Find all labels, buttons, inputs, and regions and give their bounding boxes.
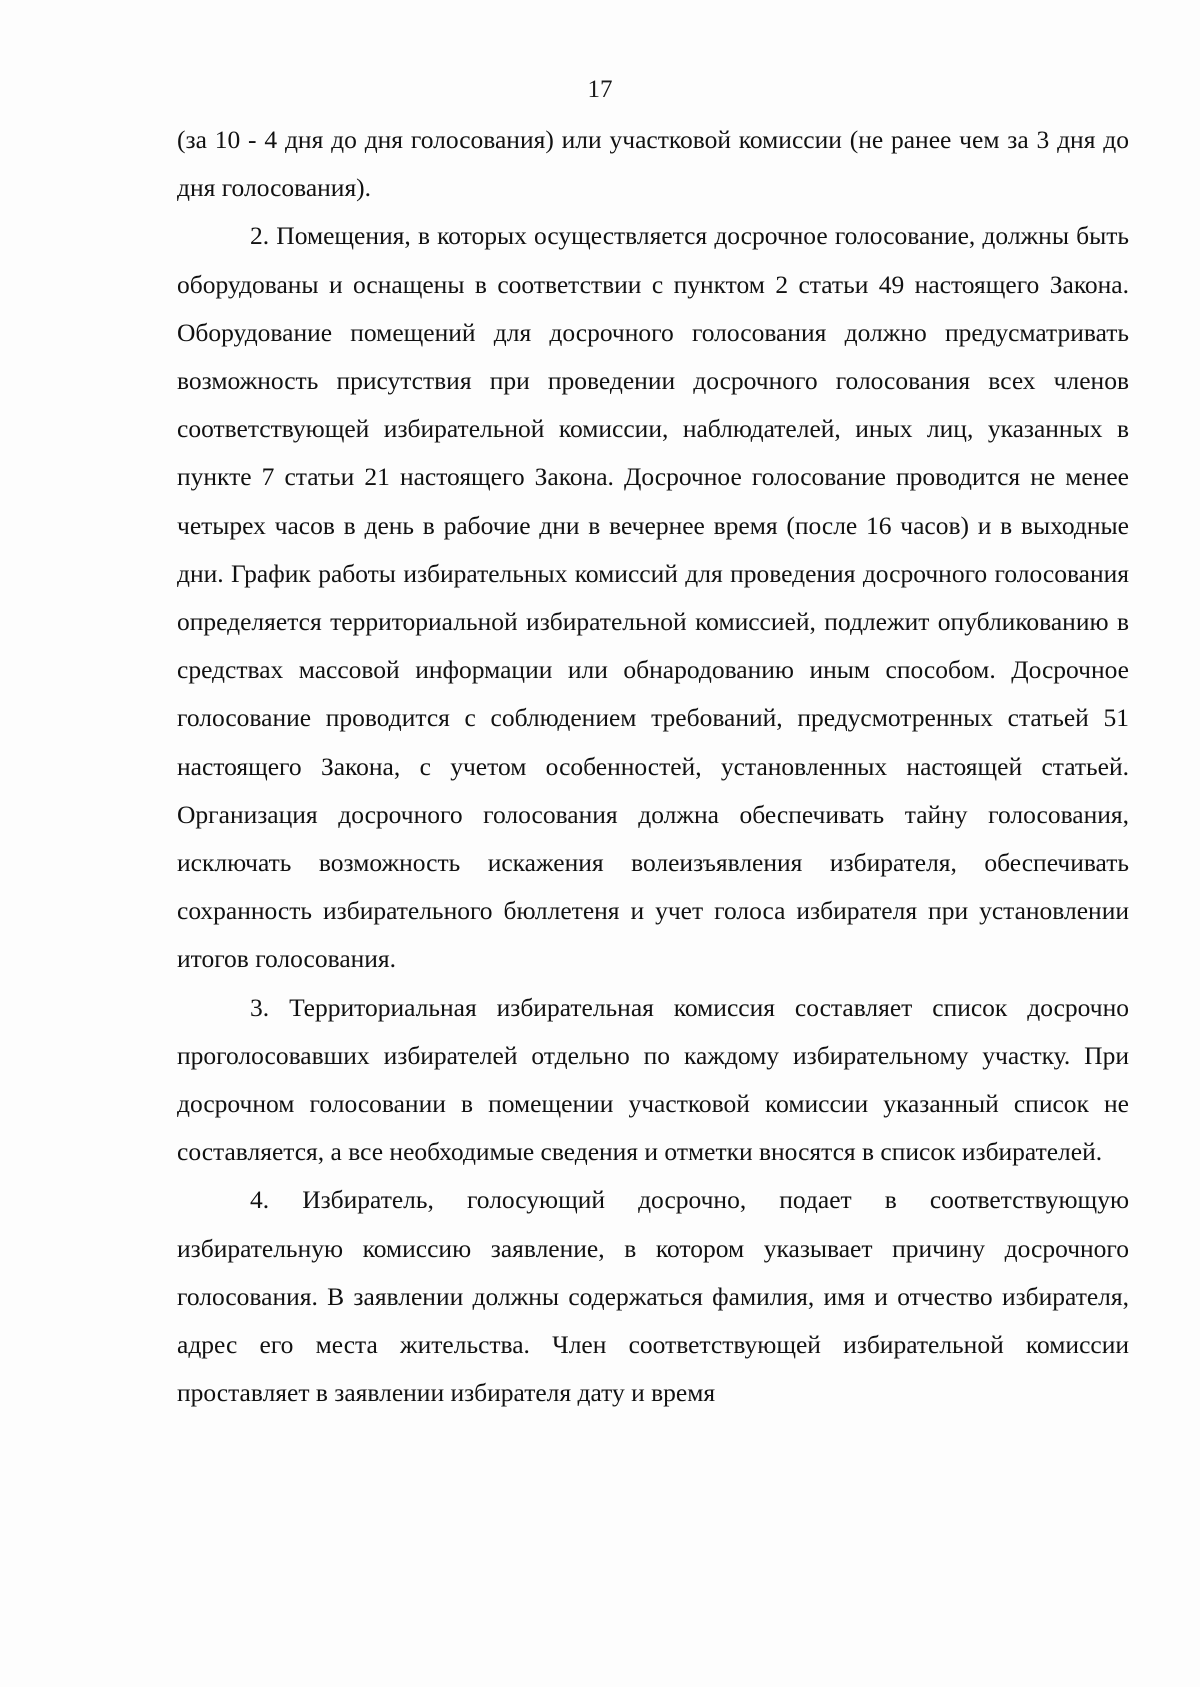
paragraph-2-premises: 2. Помещения, в которых осуществляется досрочное голосование, должны быть оборудованы и оснащены в соответствии с пунктом 2 статьи 49 настоящего Закона. Оборудование помещений для досрочного голосования должно предусматривать возможность присутствия при проведении досрочного голосования всех членов соответствующей избирательной комиссии, наблюдателей, иных лиц, указанных в пункте 7 статьи 21 настоящего Закона. Досрочное голосование проводится не менее четырех часов в день в рабочие дни в вечернее время (после 16 часов) и в выходные дни. График работы избирательных комиссий для проведения досрочного голосования определяется территориальной избирательной комиссией, подлежит опубликованию в средствах массовой информации или обнародованию иным способом. Досрочное голосование проводится с соблюдением требований, предусмотренных статьей 51 настоящего Закона, с учетом особенностей, установленных настоящей статьей. Организация досрочного голосования должна обеспечивать тайну голосования, исключать возможность искажения волеизъявления избирателя, обеспечивать сохранность избирательного бюллетеня и учет голоса избирателя при установлении итогов голосования. [177,221,1129,974]
paragraph-4-application: 4. Избиратель, голосующий досрочно, подает в соответствующую избирательную комиссию заявление, в котором указывает причину досрочного голосования. В заявлении должны содержаться фамилия, имя и отчество избирателя, адрес его места жительства. Член соответствующей избирательной комиссии проставляет в заявлении избирателя дату и время [177,1185,1129,1408]
paragraph-3-voter-list: 3. Территориальная избирательная комиссия составляет список досрочно проголосовавших избирателей отдельно по каждому избирательному участку. При досрочном голосовании в помещении участковой комиссии указанный список не составляется, а все необходимые сведения и отметки вносятся в список избирателей. [177,992,1129,1167]
document-body [177,116,1129,1417]
page-number: 17 [587,76,613,103]
paragraph-continuation: (за 10 - 4 дня до дня голосования) или участковой комиссии (не ранее чем за 3 дня до дня голосования). [177,125,1129,203]
